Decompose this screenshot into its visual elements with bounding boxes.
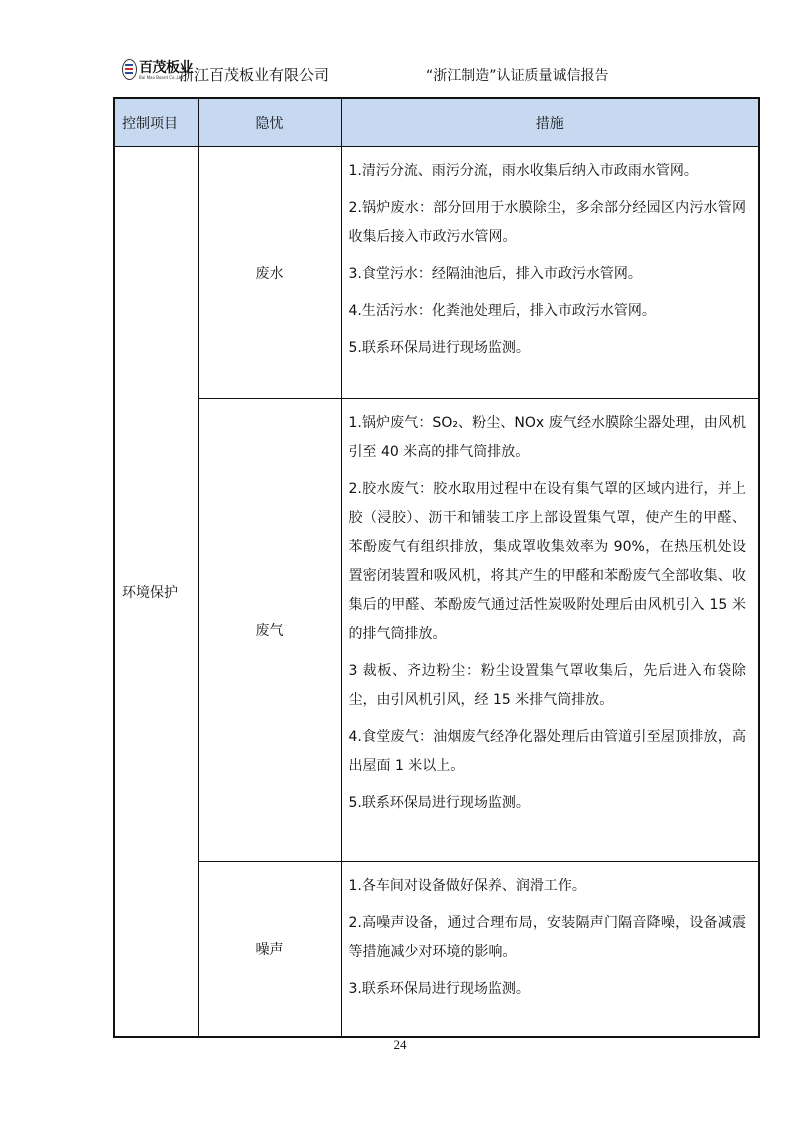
risk-cell-noise: 噪声 [198, 862, 341, 1038]
measure-item: 5.联系环保局进行现场监测。 [348, 340, 530, 356]
measure-item: 1.锅炉废气：SO₂、粉尘、NOx 废气经水膜除尘器处理，由风机引至 40 米高的排气筒排放。 [348, 415, 746, 460]
control-item-cell: 环境保护 [114, 147, 198, 1038]
page-number: 24 [393, 1037, 407, 1052]
column-header-control-item: 控制项目 [114, 98, 198, 147]
column-header-risk: 隐忧 [198, 98, 341, 147]
measure-item: 4.食堂废气：油烟废气经净化器处理后由管道引至屋顶排放，高出屋面 1 米以上。 [348, 729, 746, 774]
table-header-row [114, 98, 759, 147]
company-name: 浙江百茂板业有限公司 [179, 66, 330, 84]
measure-item: 2.锅炉废水：部分回用于水膜除尘，多余部分经园区内污水管网收集后接入市政污水管网。 [348, 200, 746, 245]
company-logo [122, 58, 193, 84]
column-header-measures: 措施 [341, 98, 759, 147]
measure-item: 2.高噪声设备，通过合理布局，安装隔声门隔音降噪，设备减震等措施减少对环境的影响。 [348, 915, 746, 960]
logo-subtitle: Bai Mao Board Co.,Ltd. [139, 75, 185, 80]
report-title: “浙江制造”认证质量诚信报告 [426, 68, 609, 84]
measures-cell-wastewater [341, 147, 759, 399]
measures-cell-exhaust-gas [341, 399, 759, 862]
risk-cell-exhaust-gas: 废气 [198, 399, 341, 862]
measure-item: 1.清污分流、雨污分流，雨水收集后纳入市政雨水管网。 [348, 163, 698, 179]
measure-item: 5.联系环保局进行现场监测。 [348, 795, 530, 811]
page-header [120, 56, 760, 88]
risk-cell-wastewater: 废水 [198, 147, 341, 399]
measure-item: 3 裁板、齐边粉尘：粉尘设置集气罩收集后，先后进入布袋除尘，由引风机引风，经 15 米排气筒排放。 [348, 663, 746, 708]
measure-item: 3.食堂污水：经隔油池后，排入市政污水管网。 [348, 266, 642, 282]
measure-item: 4.生活污水：化粪池处理后，排入市政污水管网。 [348, 303, 656, 319]
measure-item: 1.各车间对设备做好保养、润滑工作。 [348, 878, 586, 894]
company-logo-icon [122, 59, 137, 80]
table-row-exhaust-gas [114, 399, 759, 862]
measures-cell-noise [341, 862, 759, 1038]
logo-name: 百茂板业 [139, 60, 193, 76]
measure-item: 3.联系环保局进行现场监测。 [348, 981, 530, 997]
measure-item: 2.胶水废气：胶水取用过程中在设有集气罩的区域内进行，并上胶（浸胶）、沥干和铺装工序上部设置集气罩，使产生的甲醛、苯酚废气有组织排放，集成罩收集效率为 90%，在热压机处设置密闭装置和吸风机，将其产生的甲醛和苯酚废气全部收集、收集后的甲醛、苯酚废气通过活性炭吸附处理后由风机引入 15 米的排气筒排放。 [348, 481, 746, 642]
table-row-wastewater [114, 147, 759, 399]
environmental-control-table [113, 97, 760, 1038]
table-row-noise [114, 862, 759, 1038]
